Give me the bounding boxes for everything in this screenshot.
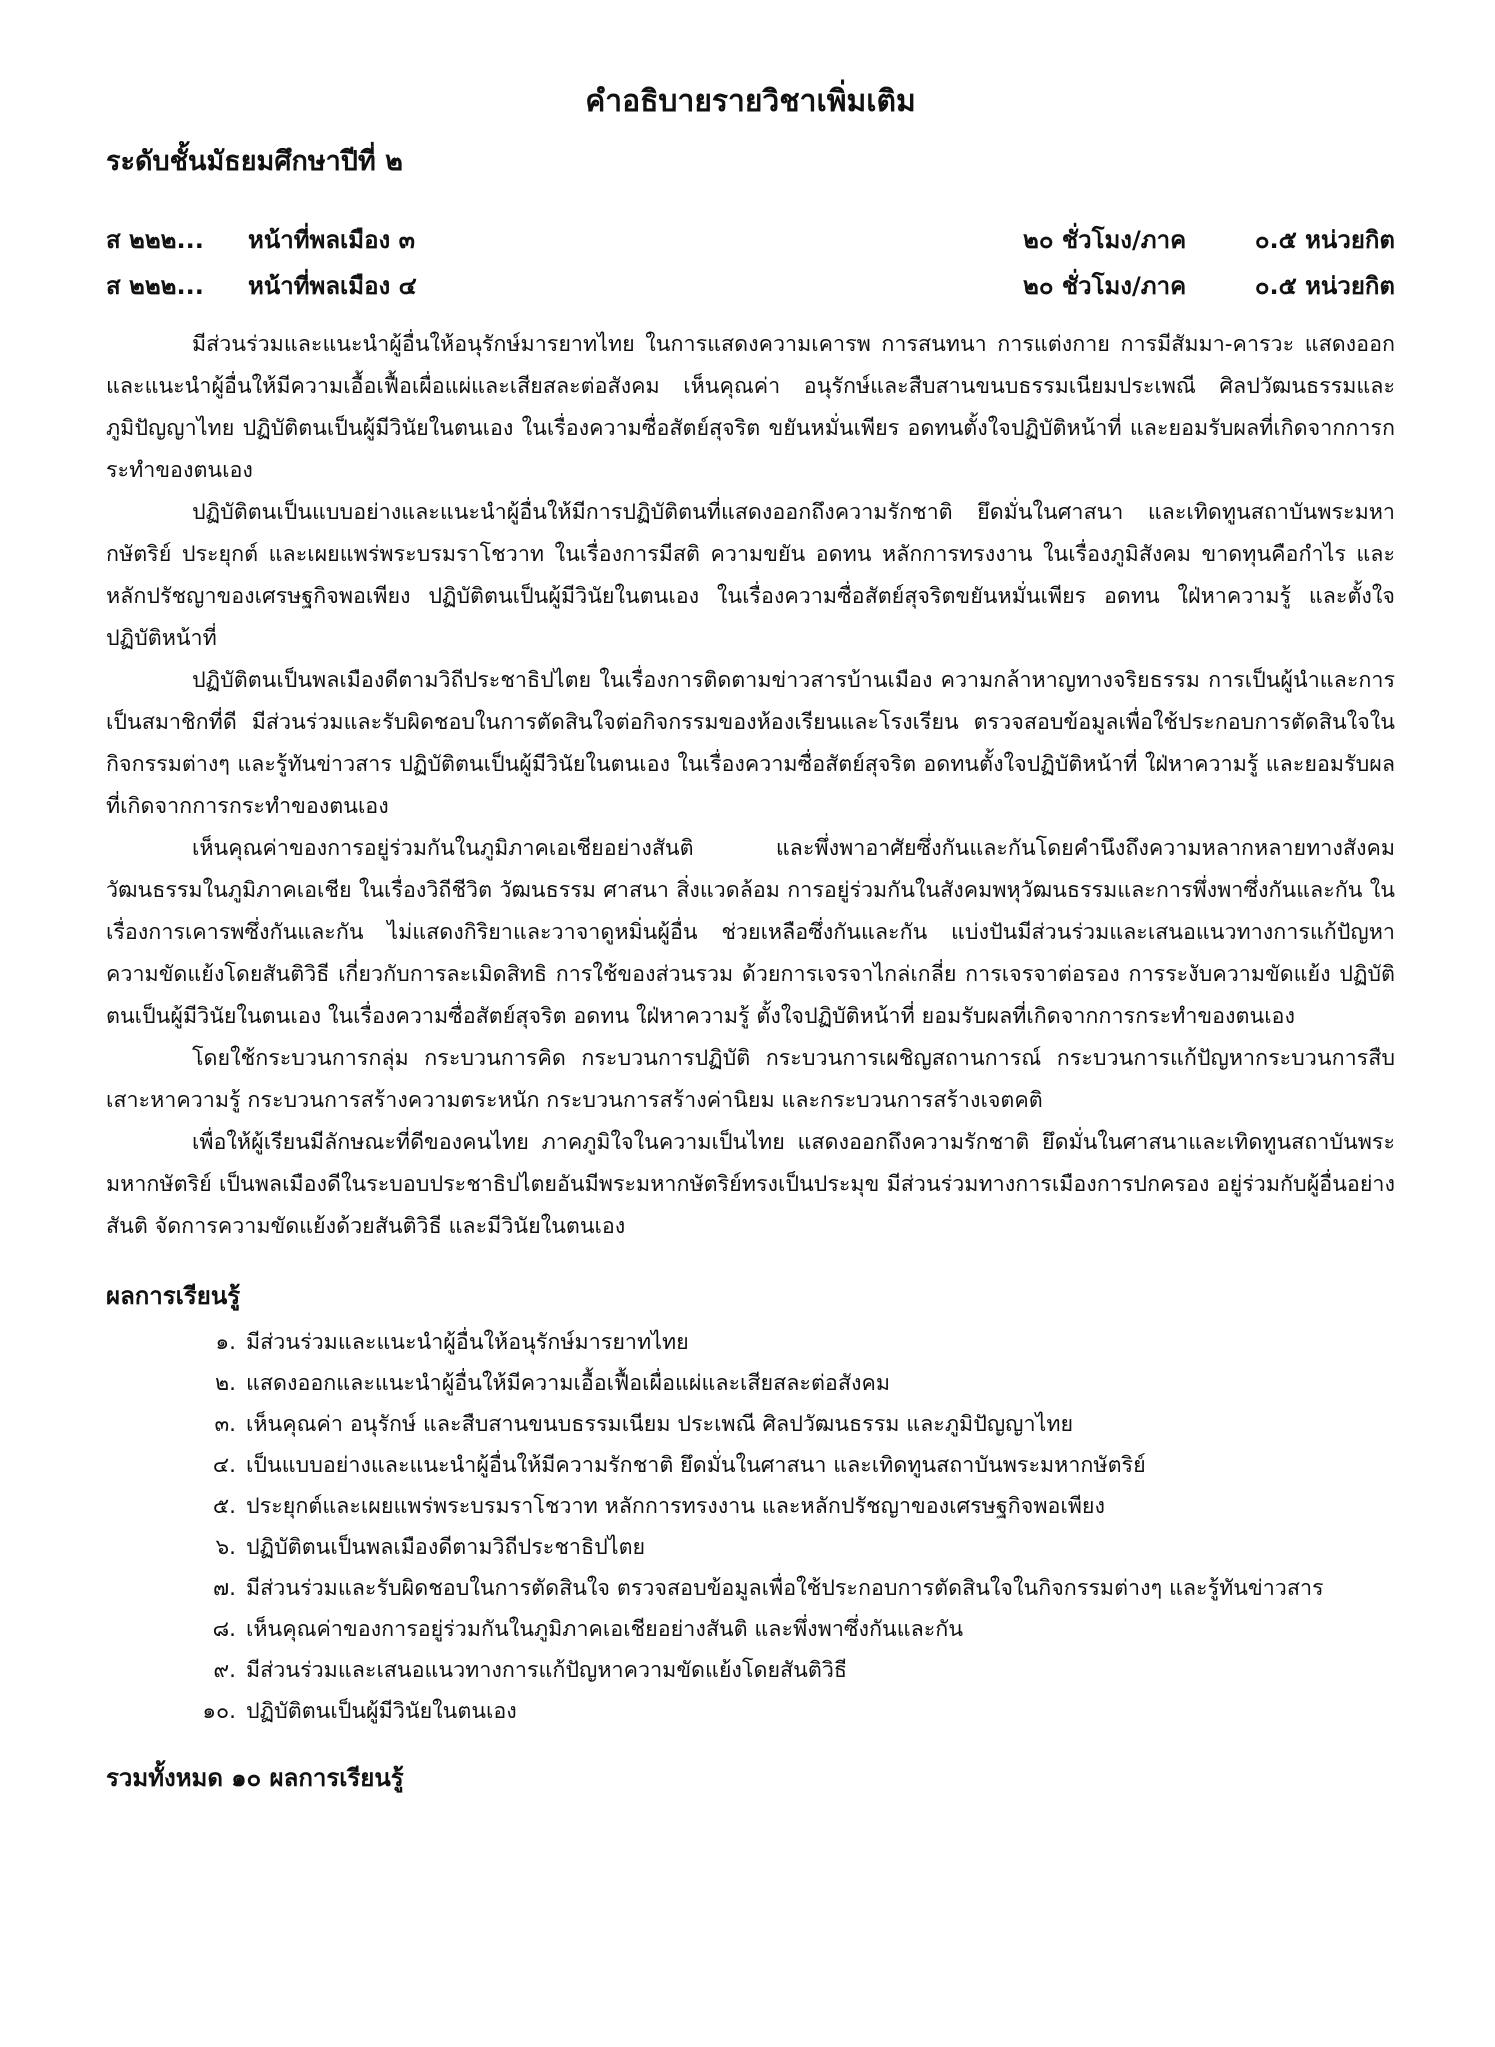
outcome-number: ๔. [212,1453,236,1478]
outcome-number: ๙. [213,1658,236,1683]
outcome-number: ๓. [214,1412,236,1437]
description-paragraph: มีส่วนร่วมและแนะนำผู้อื่นให้อนุรักษ์มารยาทไทย ในการแสดงความเคารพ การสนทนา การแต่งกาย การมีสัมมา-คารวะ แสดงออกและแนะนำผู้อื่นให้มีความเอื้อเฟื้อเผื่อแผ่และเสียสละต่อสังคม เห็นคุณค่า อนุรักษ์และสืบสานขนบธรรมเนียมประเพณี ศิลปวัฒนธรรมและภูมิปัญญาไทย ปฏิบัติตนเป็นผู้มีวินัยในตนเอง ในเรื่องความซื่อสัตย์สุจริต ขยันหมั่นเพียร อดทนตั้งใจปฏิบัติหน้าที่ และยอมรับผลที่เกิดจากการกระทำของตนเอง [106,332,1395,483]
course-row [106,266,1395,312]
learning-outcomes-list [106,1322,1395,1732]
description-paragraph: โดยใช้กระบวนการกลุ่ม กระบวนการคิด กระบวนการปฏิบัติ กระบวนการเผชิญสถานการณ์ กระบวนการแก้ปัญหากระบวนการสืบเสาะหาความรู้ กระบวนการสร้างความตระหนัก กระบวนการสร้างค่านิยม และกระบวนการสร้างเจตคติ [106,1046,1395,1113]
document-title: คำอธิบายรายวิชาเพิ่มเติม [585,84,916,119]
course-code: ส ๒๒๒... [106,272,204,300]
list-item [106,1363,1395,1404]
outcome-text: ปฏิบัติตนเป็นผู้มีวินัยในตนเอง [246,1699,517,1724]
outcome-text: มีส่วนร่วมและแนะนำผู้อื่นให้อนุรักษ์มารยาทไทย [246,1330,689,1355]
course-hours: ๒๐ ชั่วโมง/ภาค [1023,226,1187,254]
course-description [106,324,1395,1248]
list-item [106,1445,1395,1486]
list-item [106,1322,1395,1363]
outcome-number: ๑. [215,1330,236,1355]
list-item [106,1486,1395,1527]
learning-outcomes-heading: ผลการเรียนรู้ [106,1282,241,1310]
outcome-text: เห็นคุณค่า อนุรักษ์ และสืบสานขนบธรรมเนียม ประเพณี ศิลปวัฒนธรรม และภูมิปัญญาไทย [246,1412,1074,1437]
list-item [106,1691,1395,1732]
outcome-text: มีส่วนร่วมและเสนอแนวทางการแก้ปัญหาความขัดแย้งโดยสันติวิธี [246,1658,848,1683]
outcome-number: ๗. [212,1576,236,1601]
outcome-text: ประยุกต์และเผยแพร่พระบรมราโชวาท หลักการทรงงาน และหลักปรัชญาของเศรษฐกิจพอเพียง [246,1494,1106,1519]
outcome-text: ปฏิบัติตนเป็นพลเมืองดีตามวิถีประชาธิปไตย [246,1535,646,1560]
outcome-number: ๒. [214,1371,236,1396]
outcome-text: มีส่วนร่วมและรับผิดชอบในการตัดสินใจ ตรวจสอบข้อมูลเพื่อใช้ประกอบการตัดสินใจในกิจกรรมต่างๆ และรู้ทันข่าวสาร [246,1576,1324,1601]
list-item [106,1650,1395,1691]
list-item [106,1527,1395,1568]
list-item [106,1568,1395,1609]
description-paragraph: ปฏิบัติตนเป็นพลเมืองดีตามวิถีประชาธิปไตย ในเรื่องการติดตามข่าวสารบ้านเมือง ความกล้าหาญทางจริยธรรม การเป็นผู้นำและการเป็นสมาชิกที่ดี มีส่วนร่วมและรับผิดชอบในการตัดสินใจต่อกิจกรรมของห้องเรียนและโรงเรียน ตรวจสอบข้อมูลเพื่อใช้ประกอบการตัดสินใจในกิจกรรมต่างๆ และรู้ทันข่าวสาร ปฏิบัติตนเป็นผู้มีวินัยในตนเอง ในเรื่องความซื่อสัตย์สุจริต อดทนตั้งใจปฏิบัติหน้าที่ ใฝ่หาความรู้ และยอมรับผลที่เกิดจากการกระทำของตนเอง [106,668,1395,819]
outcome-text: เป็นแบบอย่างและแนะนำผู้อื่นให้มีความรักชาติ ยึดมั่นในศาสนา และเทิดทูนสถาบันพระมหากษัตริย์ [246,1453,1146,1478]
outcome-number: ๖. [215,1535,236,1560]
grade-level-heading: ระดับชั้นมัธยมศึกษาปีที่ ๒ [106,146,403,177]
course-row [106,220,1395,266]
course-hours: ๒๐ ชั่วโมง/ภาค [1023,272,1187,300]
course-name: หน้าที่พลเมือง ๓ [248,226,415,254]
list-item [106,1404,1395,1445]
outcome-number: ๘. [212,1617,236,1642]
outcome-number: ๑๐. [202,1699,236,1724]
outcome-text: แสดงออกและแนะนำผู้อื่นให้มีความเอื้อเฟื้อเผื่อแผ่และเสียสละต่อสังคม [246,1371,891,1396]
course-credits: ๐.๕ หน่วยกิต [1254,226,1395,254]
outcomes-total: รวมทั้งหมด ๑๐ ผลการเรียนรู้ [106,1764,404,1792]
description-paragraph: เพื่อให้ผู้เรียนมีลักษณะที่ดีของคนไทย ภาคภูมิใจในความเป็นไทย แสดงออกถึงความรักชาติ ยึดมั่นในศาสนาและเทิดทูนสถาบันพระมหากษัตริย์ เป็นพลเมืองดีในระบอบประชาธิปไตยอันมีพระมหากษัตริย์ทรงเป็นประมุข มีส่วนร่วมทางการเมืองการปกครอง อยู่ร่วมกับผู้อื่นอย่างสันติ จัดการความขัดแย้งด้วยสันติวิธี และมีวินัยในตนเอง [106,1130,1395,1239]
list-item [106,1609,1395,1650]
outcome-text: เห็นคุณค่าของการอยู่ร่วมกันในภูมิภาคเอเชียอย่างสันติ และพึ่งพาซึ่งกันและกัน [246,1617,964,1642]
course-credits: ๐.๕ หน่วยกิต [1254,272,1395,300]
outcome-number: ๕. [212,1494,236,1519]
description-paragraph: ปฏิบัติตนเป็นแบบอย่างและแนะนำผู้อื่นให้มีการปฏิบัติตนที่แสดงออกถึงความรักชาติ ยึดมั่นในศาสนา และเทิดทูนสถาบันพระมหากษัตริย์ ประยุกต์ และเผยแพร่พระบรมราโชวาท ในเรื่องการมีสติ ความขยัน อดทน หลักการทรงงาน ในเรื่องภูมิสังคม ขาดทุนคือกำไร และหลักปรัชญาของเศรษฐกิจพอเพียง ปฏิบัติตนเป็นผู้มีวินัยในตนเอง ในเรื่องความซื่อสัตย์สุจริตขยันหมั่นเพียร อดทน ใฝ่หาความรู้ และตั้งใจปฏิบัติหน้าที่ [106,500,1395,651]
description-paragraph: เห็นคุณค่าของการอยู่ร่วมกันในภูมิภาคเอเชียอย่างสันติ และพึ่งพาอาศัยซึ่งกันและกันโดยคำนึงถึงความหลากหลายทางสังคมวัฒนธรรมในภูมิภาคเอเชีย ในเรื่องวิถีชีวิต วัฒนธรรม ศาสนา สิ่งแวดล้อม การอยู่ร่วมกันในสังคมพหุวัฒนธรรมและการพึ่งพาซึ่งกันและกัน ในเรื่องการเคารพซึ่งกันและกัน ไม่แสดงกิริยาและวาจาดูหมิ่นผู้อื่น ช่วยเหลือซึ่งกันและกัน แบ่งปันมีส่วนร่วมและเสนอแนวทางการแก้ปัญหาความขัดแย้งโดยสันติวิธี เกี่ยวกับการละเมิดสิทธิ การใช้ของส่วนรวม ด้วยการเจรจาไกล่เกลี่ย การเจรจาต่อรอง การระงับความขัดแย้ง ปฏิบัติตนเป็นผู้มีวินัยในตนเอง ในเรื่องความซื่อสัตย์สุจริต อดทน ใฝ่หาความรู้ ตั้งใจปฏิบัติหน้าที่ ยอมรับผลที่เกิดจากการกระทำของตนเอง [106,836,1395,1029]
course-name: หน้าที่พลเมือง ๔ [248,272,417,300]
course-code: ส ๒๒๒... [106,226,204,254]
